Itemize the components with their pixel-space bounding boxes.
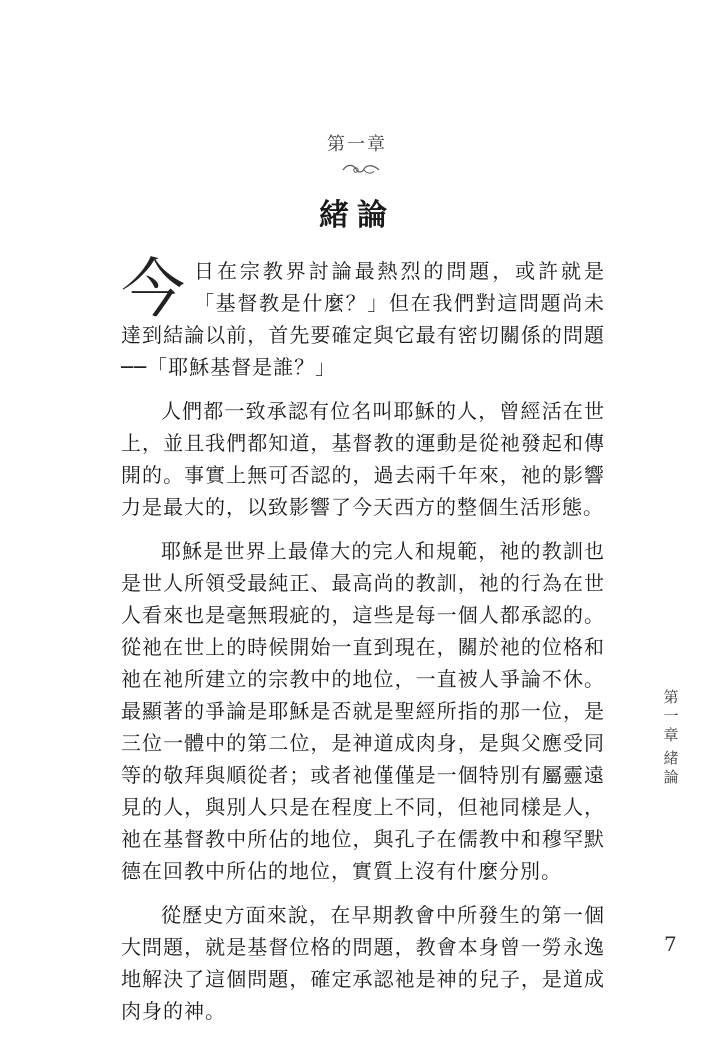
chapter-label: 第一章	[327, 134, 387, 155]
page-number: 7	[664, 932, 677, 956]
side-chapter-tab	[661, 688, 681, 787]
chapter-title: 緒論	[319, 198, 395, 233]
side-tab-char: 論	[663, 768, 679, 786]
side-tab-char: 第	[663, 688, 679, 706]
paragraph	[121, 255, 605, 383]
paragraph-text: 日在宗教界討論最熱烈的問題，或許就是「基督教是什麼？」但在我們對這問題尚未達到結論以前，首先要確定與它最有密切關係的問題──「耶穌基督是誰？」	[121, 259, 605, 379]
body-text	[121, 255, 605, 1039]
side-tab-char: 緒	[663, 749, 679, 767]
side-tab-char: 一	[663, 707, 679, 725]
paragraph: 人們都一致承認有位名叫耶穌的人，曾經活在世上，並且我們都知道，基督教的運動是從祂發起和傳開的。事實上無可否認的，過去兩千年來，祂的影響力是最大的，以致影響了今天西方的整個生活形態。	[121, 399, 605, 519]
ornament-flourish-icon	[341, 162, 381, 178]
paragraph: 從歷史方面來說，在早期教會中所發生的第一個大問題，就是基督位格的問題，教會本身曾一勞永逸地解決了這個問題，確定承認祂是神的兒子，是道成肉身的神。	[121, 903, 605, 1023]
paragraph: 耶穌是世界上最偉大的完人和規範，祂的教訓也是世人所領受最純正、最高尚的教訓，祂的行為在世人看來也是毫無瑕疵的，這些是每一個人都承認的。從祂在世上的時候開始一直到現在，關於祂的位格和祂在祂所建立的宗教中的地位，一直被人爭論不休。最顯著的爭論是耶穌是否就是聖經所指的那一位，是三位一體中的第二位，是神道成肉身，是與父應受同等的敬拜與順從者；或者祂僅僅是一個特別有屬靈遠見的人，與別人只是在程度上不同，但祂同樣是人，祂在基督教中所佔的地位，與孔子在儒教中和穆罕默德在回教中所佔的地位，實質上沒有什麼分別。	[121, 539, 605, 883]
side-tab-char: 章	[663, 726, 679, 744]
drop-cap: 今	[121, 253, 186, 327]
